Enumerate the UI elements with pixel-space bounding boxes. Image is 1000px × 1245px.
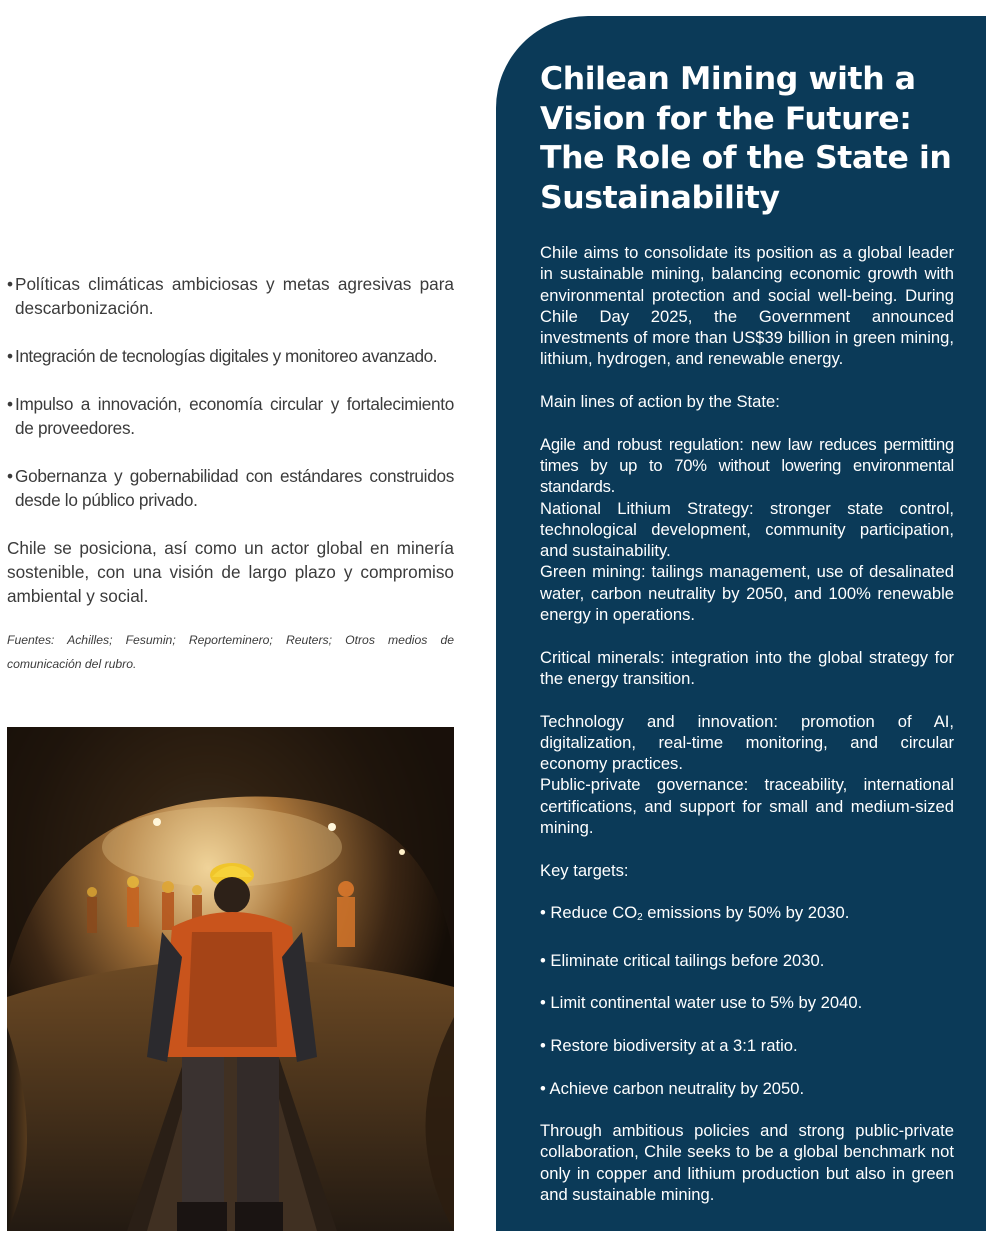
target-biodiversity: • Restore biodiversity at a 3:1 ratio. xyxy=(540,1035,798,1055)
co2-subscript: 2 xyxy=(637,912,643,924)
miner-tunnel-photo xyxy=(7,727,454,1231)
line-technology: Technology and innovation: promotion of AI, digitalization, real-time monitoring, and circular economy practices. xyxy=(540,711,954,774)
line-governance: Public-private governance: traceability, international certifications, and support for small and medium-sized mining. xyxy=(540,775,954,838)
conclusion-paragraph: Through ambitious policies and strong public-private collaboration, Chile seeks to be a global benchmark not only in copper and lithium production but also in green and sustainable mining. xyxy=(540,1121,954,1205)
photo-illustration xyxy=(7,727,454,1231)
line-critical-minerals: Critical minerals: integration into the global strategy for the energy transition. xyxy=(540,647,954,688)
bullet-item xyxy=(7,344,454,368)
panel-body xyxy=(540,242,954,1205)
target-co2-after: emissions by 50% by 2030. xyxy=(642,903,850,923)
bullet-marker: • xyxy=(7,466,14,486)
bullet-item xyxy=(7,392,454,440)
bullet-text: Gobernanza y gobernabilidad con estándares construidos desde lo público privado. xyxy=(15,466,454,510)
bullet-marker: • xyxy=(7,274,14,294)
left-column xyxy=(7,272,454,688)
target-co2 xyxy=(540,902,954,928)
target-water: • Limit continental water use to 5% by 2040. xyxy=(540,993,863,1013)
line-regulation: Agile and robust regulation: new law reduces permitting times by up to 70% without lowering environmental standards. xyxy=(540,434,954,497)
sources-note: Fuentes: Achilles; Fesumin; Reporteminero; Reuters; Otros medios de comunicación del rubro. xyxy=(7,633,454,671)
target-co2-before: • Reduce CO xyxy=(540,903,638,923)
bullet-marker: • xyxy=(7,346,14,366)
bullet-text: Impulso a innovación, economía circular y fortalecimiento de proveedores. xyxy=(15,394,454,438)
bullet-text: Políticas climáticas ambiciosas y metas agresivas para descarbonización. xyxy=(15,274,454,318)
targets-heading: Key targets: xyxy=(540,860,629,880)
line-green-mining: Green mining: tailings management, use of desalinated water, carbon neutrality by 2050, and 100% renewable energy in operations. xyxy=(540,562,954,625)
info-panel-content xyxy=(540,60,954,1205)
intro-paragraph: Chile aims to consolidate its position as a global leader in sustainable mining, balancing economic growth with environmental protection and social well-being. During Chile Day 2025, the Government announced investments of more than US$39 billion in green mining, lithium, hydrogen, and renewable energy. xyxy=(540,243,954,369)
bullet-item xyxy=(7,464,454,512)
target-neutrality: • Achieve carbon neutrality by 2050. xyxy=(540,1078,805,1098)
closing-paragraph: Chile se posiciona, así como un actor global en minería sostenible, con una visión de largo plazo y compromiso ambiental y social. xyxy=(7,538,454,606)
bullet-marker: • xyxy=(7,394,14,414)
line-lithium: National Lithium Strategy: stronger state control, technological development, community participation, and sustainability. xyxy=(540,498,954,561)
bullet-item xyxy=(7,272,454,320)
info-panel xyxy=(496,16,986,1231)
target-tailings: • Eliminate critical tailings before 2030. xyxy=(540,950,825,970)
lines-heading: Main lines of action by the State: xyxy=(540,392,780,412)
panel-title: Chilean Mining with a Vision for the Future: The Role of the State in Sustainability xyxy=(540,61,952,216)
bullet-text: Integración de tecnologías digitales y monitoreo avanzado. xyxy=(15,346,438,366)
